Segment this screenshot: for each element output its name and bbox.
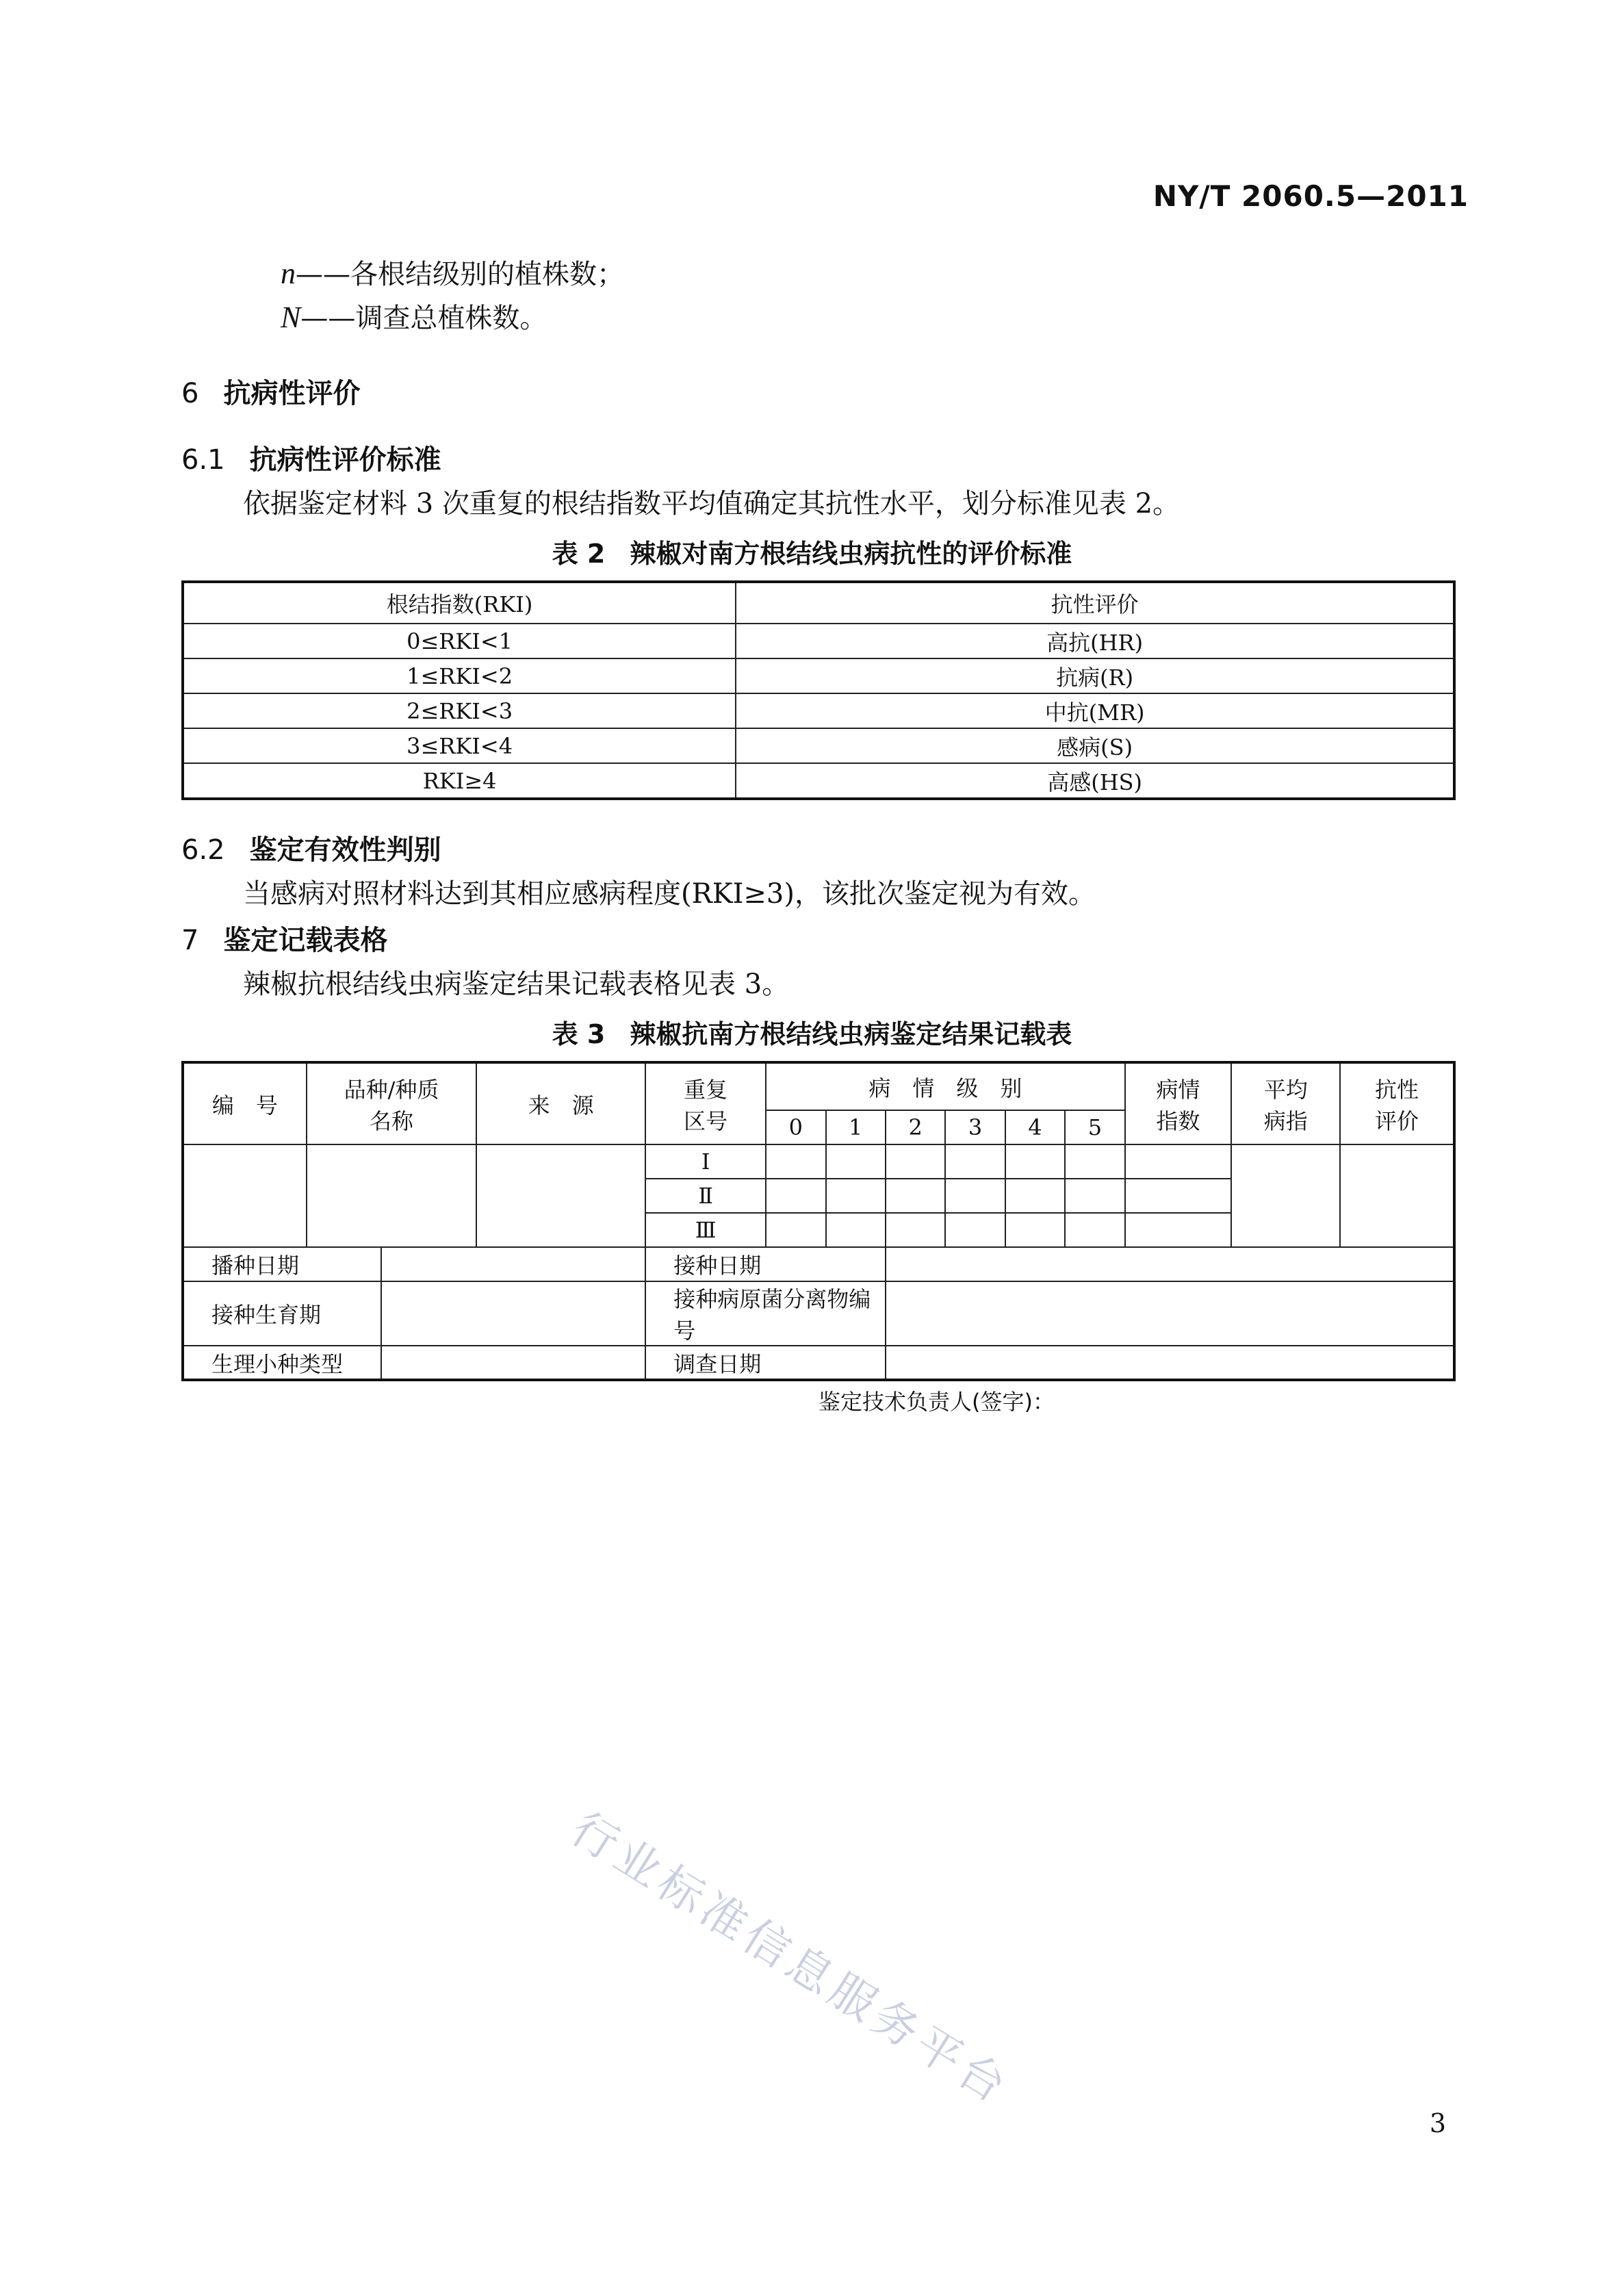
inoculation-date-label: 接种日期 <box>645 1247 886 1281</box>
signature-line: 鉴定技术负责人(签字)： <box>819 1389 1055 1415</box>
table-cell: 抗病(R) <box>736 658 1454 693</box>
header-disease-grade: 病 情 级 别 <box>766 1062 1125 1110</box>
table-header: 根结指数(RKI) <box>183 582 736 624</box>
section-7-heading: 7 鉴定记载表格 <box>181 925 388 956</box>
sow-date-label: 播种日期 <box>183 1247 381 1281</box>
section-6-1-text: 依据鉴定材料 3 次重复的根结指数平均值确定其抗性水平，划分标准见表 2。 <box>243 488 1181 520</box>
empty-cell <box>886 1346 1454 1380</box>
grade-header: 5 <box>1065 1110 1124 1144</box>
empty-cell <box>381 1281 645 1346</box>
section-6-1-heading: 6.1 抗病性评价标准 <box>181 444 441 476</box>
table-cell: 1≤RKI<2 <box>183 658 736 693</box>
variable-definition: N——调查总植株数。 <box>281 300 547 334</box>
empty-cell <box>307 1144 476 1247</box>
header-average-index: 平均 病指 <box>1231 1062 1340 1144</box>
table-row <box>183 1144 1454 1179</box>
table-cell: 中抗(MR) <box>736 693 1454 728</box>
empty-cell <box>381 1346 645 1380</box>
variable-definition: n——各根结级别的植株数； <box>281 257 624 290</box>
table-row <box>183 1346 1454 1380</box>
grade-header: 1 <box>826 1110 886 1144</box>
header-variety: 品种/种质 名称 <box>307 1062 476 1144</box>
header-source: 来 源 <box>476 1062 645 1144</box>
watermark: 行业标准信息服务平台 <box>562 1802 1020 2116</box>
empty-cell <box>1340 1144 1454 1247</box>
section-7-text: 辣椒抗根结线虫病鉴定结果记载表格见表 3。 <box>243 969 790 1000</box>
isolate-number-label: 接种病原菌分离物编号 <box>645 1281 886 1346</box>
table-row <box>183 693 1454 728</box>
header-disease-index: 病情 指数 <box>1125 1062 1232 1144</box>
empty-cell <box>381 1247 645 1281</box>
table-row <box>183 1247 1454 1281</box>
table-cell: 高感(HS) <box>736 763 1454 799</box>
inoculation-stage-label: 接种生育期 <box>183 1281 381 1346</box>
replicate-label: Ⅰ <box>645 1144 766 1179</box>
replicate-label: Ⅲ <box>645 1213 766 1247</box>
section-6-2-text: 当感病对照材料达到其相应感病程度(RKI≥3)，该批次鉴定视为有效。 <box>243 878 1096 910</box>
grade-header: 0 <box>766 1110 825 1144</box>
standard-number: NY/T 2060.5—2011 <box>1152 179 1469 213</box>
table-3 <box>181 1061 1456 1381</box>
empty-cell <box>1231 1144 1340 1247</box>
table-cell: 0≤RKI<1 <box>183 624 736 658</box>
header-resistance-evaluation: 抗性 评价 <box>1340 1062 1454 1144</box>
table-cell: 3≤RKI<4 <box>183 728 736 763</box>
table-row <box>183 1281 1454 1346</box>
empty-cell <box>476 1144 645 1247</box>
empty-cell <box>183 1144 307 1247</box>
table-2 <box>181 580 1456 800</box>
table-cell: RKI≥4 <box>183 763 736 799</box>
table-cell: 高抗(HR) <box>736 624 1454 658</box>
table-row <box>183 658 1454 693</box>
table-header: 抗性评价 <box>736 582 1454 624</box>
grade-header: 4 <box>1005 1110 1065 1144</box>
section-6-heading: 6 抗病性评价 <box>181 378 361 409</box>
page-number: 3 <box>1429 2108 1446 2138</box>
header-id: 编 号 <box>183 1062 307 1144</box>
grade-header: 2 <box>886 1110 945 1144</box>
table-cell: 2≤RKI<3 <box>183 693 736 728</box>
table-3-caption: 表 3 辣椒抗南方根结线虫病鉴定结果记载表 <box>552 1019 1072 1049</box>
empty-cell <box>886 1247 1454 1281</box>
race-type-label: 生理小种类型 <box>183 1346 381 1380</box>
table-2-caption: 表 2 辣椒对南方根结线虫病抗性的评价标准 <box>552 539 1072 569</box>
section-6-2-heading: 6.2 鉴定有效性判别 <box>181 834 441 866</box>
table-row <box>183 728 1454 763</box>
grade-header: 3 <box>945 1110 1005 1144</box>
table-cell: 感病(S) <box>736 728 1454 763</box>
table-row <box>183 624 1454 658</box>
table-row <box>183 763 1454 799</box>
survey-date-label: 调查日期 <box>645 1346 886 1380</box>
empty-cell <box>886 1281 1454 1346</box>
replicate-label: Ⅱ <box>645 1179 766 1213</box>
header-replicate: 重复 区号 <box>645 1062 766 1144</box>
